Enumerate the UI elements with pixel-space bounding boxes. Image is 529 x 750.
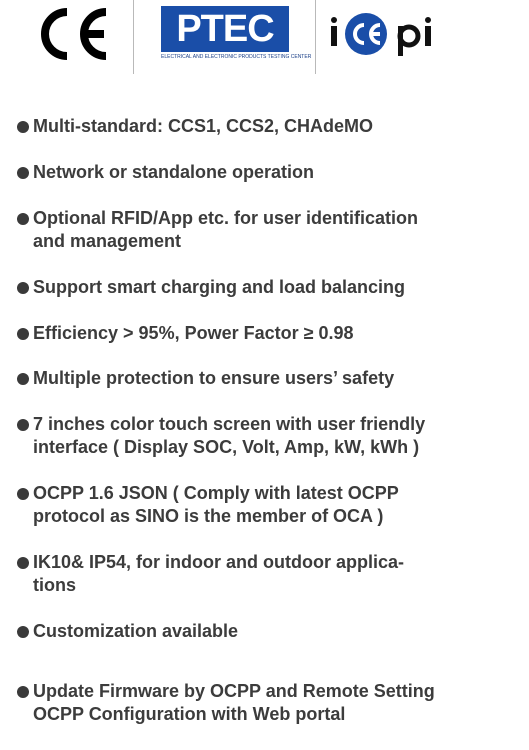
list-item-text: Update Firmware by OCPP and Remote Setting OCPP Configuration with Web portal <box>33 681 435 724</box>
bullet-icon <box>17 121 29 133</box>
bullet-icon <box>17 419 29 431</box>
list-item-text: OCPP 1.6 JSON ( Comply with latest OCPP protocol as SINO is the member of OCA ) <box>33 483 399 526</box>
list-item-text: Multi-standard: CCS1, CCS2, CHAdeMO <box>33 116 374 136</box>
list-item <box>15 367 485 390</box>
list-item-text: Customization available <box>33 621 239 641</box>
bullet-icon <box>17 373 29 385</box>
list-item-text: Optional RFID/App etc. for user identification and management <box>33 208 419 251</box>
list-item-text: Network or standalone operation <box>33 162 315 182</box>
bullet-icon <box>17 488 29 500</box>
logo-divider <box>315 0 316 74</box>
list-item-text: Multiple protection to ensure users’ safety <box>33 368 395 388</box>
bullet-icon <box>17 282 29 294</box>
bullet-icon <box>17 626 29 638</box>
list-item <box>15 276 485 299</box>
list-item <box>15 115 485 138</box>
ptec-logo-subtitle: ELECTRICAL AND ELECTRONIC PRODUCTS TESTING CENTER <box>161 54 312 60</box>
ptec-logo <box>161 6 312 64</box>
list-item <box>15 680 485 726</box>
list-item-text: IK10& IP54, for indoor and outdoor applica- tions <box>33 552 405 595</box>
list-item <box>15 322 485 345</box>
list-item <box>15 207 485 253</box>
ce-mark-logo <box>36 6 112 62</box>
list-item-text: Efficiency > 95%, Power Factor ≥ 0.98 <box>33 323 354 343</box>
bullet-icon <box>17 328 29 340</box>
list-item-text: Support smart charging and load balancing <box>33 277 406 297</box>
icecpi-logo <box>328 6 448 62</box>
bullet-icon <box>17 167 29 179</box>
bullet-icon <box>17 557 29 569</box>
list-item-text: 7 inches color touch screen with user friendly interface ( Display SOC, Volt, Amp, kW, kWh ) <box>33 414 426 457</box>
list-item <box>15 551 485 597</box>
list-item <box>15 620 485 643</box>
bullet-icon <box>17 686 29 698</box>
bullet-icon <box>17 213 29 225</box>
certification-logos <box>0 0 529 80</box>
list-item <box>15 161 485 184</box>
ptec-logo-text: PTEC <box>161 6 289 52</box>
logo-divider <box>133 0 134 74</box>
list-item <box>15 413 485 459</box>
list-item <box>15 482 485 528</box>
